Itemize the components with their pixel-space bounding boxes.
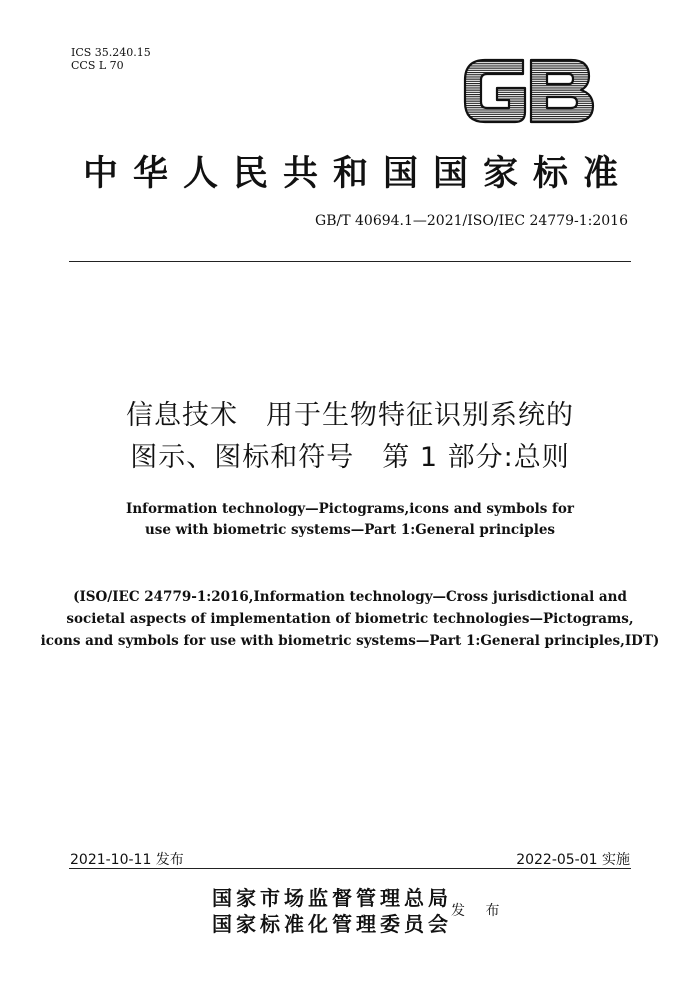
chinese-title <box>0 395 700 479</box>
iso-reference-line-1: (ISO/IEC 24779-1:2016,Information technology—Cross jurisdictional and <box>73 589 627 605</box>
issuer-sac: 国家标准化管理委员会 <box>212 912 452 936</box>
iso-reference-line-3: icons and symbols for use with biometric systems—Part 1:General principles,IDT) <box>40 633 660 649</box>
chinese-title-line-2: 图示、图标和符号 第 1 部分:总则 <box>130 442 570 473</box>
implementation-date: 2022-05-01 实施 <box>516 852 630 868</box>
iso-reference <box>0 586 700 652</box>
ccs-code: CCS L 70 <box>71 59 124 72</box>
issuer-samr: 国家市场监督管理总局 <box>212 886 452 910</box>
english-title-line-1: Information technology—Pictograms,icons and symbols for <box>126 501 574 517</box>
classification-codes <box>71 46 151 72</box>
gb-logo-icon <box>459 50 599 132</box>
chinese-title-line-1: 信息技术 用于生物特征识别系统的 <box>126 400 574 431</box>
standard-number: GB/T 40694.1—2021/ISO/IEC 24779-1:2016 <box>315 213 628 229</box>
national-standard-title: 中华人民共和国国家标准 <box>82 153 633 194</box>
ics-code: ICS 35.240.15 <box>71 46 151 59</box>
iso-reference-line-2: societal aspects of implementation of biometric technologies—Pictograms, <box>66 611 634 627</box>
bottom-divider <box>69 868 631 869</box>
english-title <box>0 499 700 541</box>
english-title-line-2: use with biometric systems—Part 1:General principles <box>144 522 556 538</box>
issuing-authorities <box>212 885 452 937</box>
issue-date: 2021-10-11 发布 <box>70 852 184 868</box>
top-divider <box>69 261 631 262</box>
publish-label: 发 布 <box>451 903 508 919</box>
